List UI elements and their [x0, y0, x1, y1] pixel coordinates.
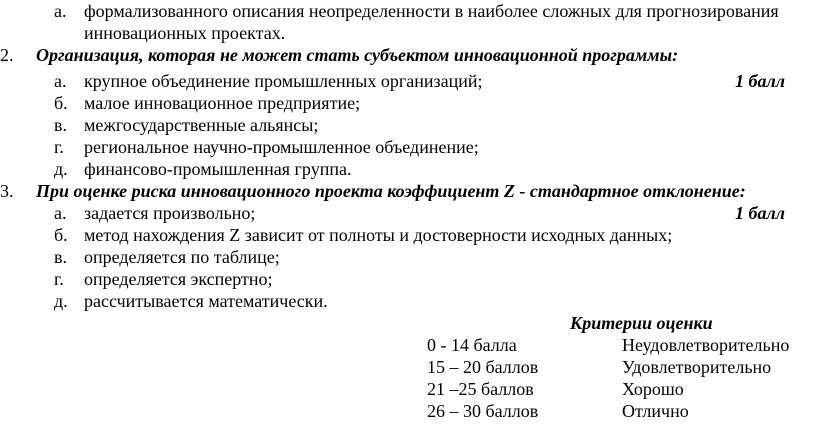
q3-option-d-text: определяется экспертно; [84, 269, 273, 289]
q3-number: 3. [0, 181, 14, 201]
q2-option-a-text: крупное объединение промышленных организаций; [84, 71, 483, 91]
q2-points: 1 балл [735, 71, 785, 91]
q2-option-e-marker: д. [54, 159, 68, 179]
q3-option-a-text: задается произвольно; [84, 203, 256, 223]
q1-option-a-text-line2: инновационных проектах. [84, 23, 286, 43]
q1-option-a-text-line1: формализованного описания неопределенности в наиболее сложных для прогнозирования [84, 1, 779, 21]
q2-option-d-marker: г. [54, 137, 64, 157]
criteria-range-4: 26 – 30 баллов [427, 401, 539, 421]
criteria-grade-4: Отлично [622, 401, 689, 421]
q3-option-c-marker: в. [54, 247, 67, 267]
q2-option-c-text: межгосударственные альянсы; [84, 115, 319, 135]
q2-option-d-text: региональное научно-промышленное объединение; [84, 137, 479, 157]
criteria-range-1: 0 - 14 балла [427, 335, 517, 355]
q3-points: 1 балл [735, 203, 785, 223]
q2-option-b-text: малое инновационное предприятие; [84, 93, 361, 113]
q2-title: Организация, которая не может стать субъектом инновационной программы: [36, 45, 679, 65]
criteria-range-3: 21 –25 баллов [427, 379, 534, 399]
q1-option-a-marker: а. [54, 1, 67, 21]
q3-option-c-text: определяется по таблице; [84, 247, 280, 267]
q2-option-b-marker: б. [54, 93, 68, 113]
criteria-title: Критерии оценки [570, 313, 713, 333]
q2-option-a-marker: а. [54, 71, 67, 91]
criteria-grade-2: Удовлетворительно [622, 357, 772, 377]
criteria-grade-3: Хорошо [622, 379, 684, 399]
q3-title: При оценке риска инновационного проекта коэффициент Z - стандартное отклонение: [36, 181, 746, 201]
q3-option-a-marker: а. [54, 203, 67, 223]
q3-option-b-marker: б. [54, 225, 68, 245]
q2-option-c-marker: в. [54, 115, 67, 135]
q2-number: 2. [0, 45, 14, 65]
q3-option-d-marker: г. [54, 269, 64, 289]
criteria-range-2: 15 – 20 баллов [427, 357, 539, 377]
q2-option-e-text: финансово-промышленная группа. [84, 159, 352, 179]
q3-option-e-marker: д. [54, 291, 68, 311]
q3-option-e-text: рассчитывается математически. [84, 291, 328, 311]
q3-option-b-text: метод нахождения Z зависит от полноты и достоверности исходных данных; [84, 225, 673, 245]
criteria-grade-1: Неудовлетворительно [622, 335, 790, 355]
